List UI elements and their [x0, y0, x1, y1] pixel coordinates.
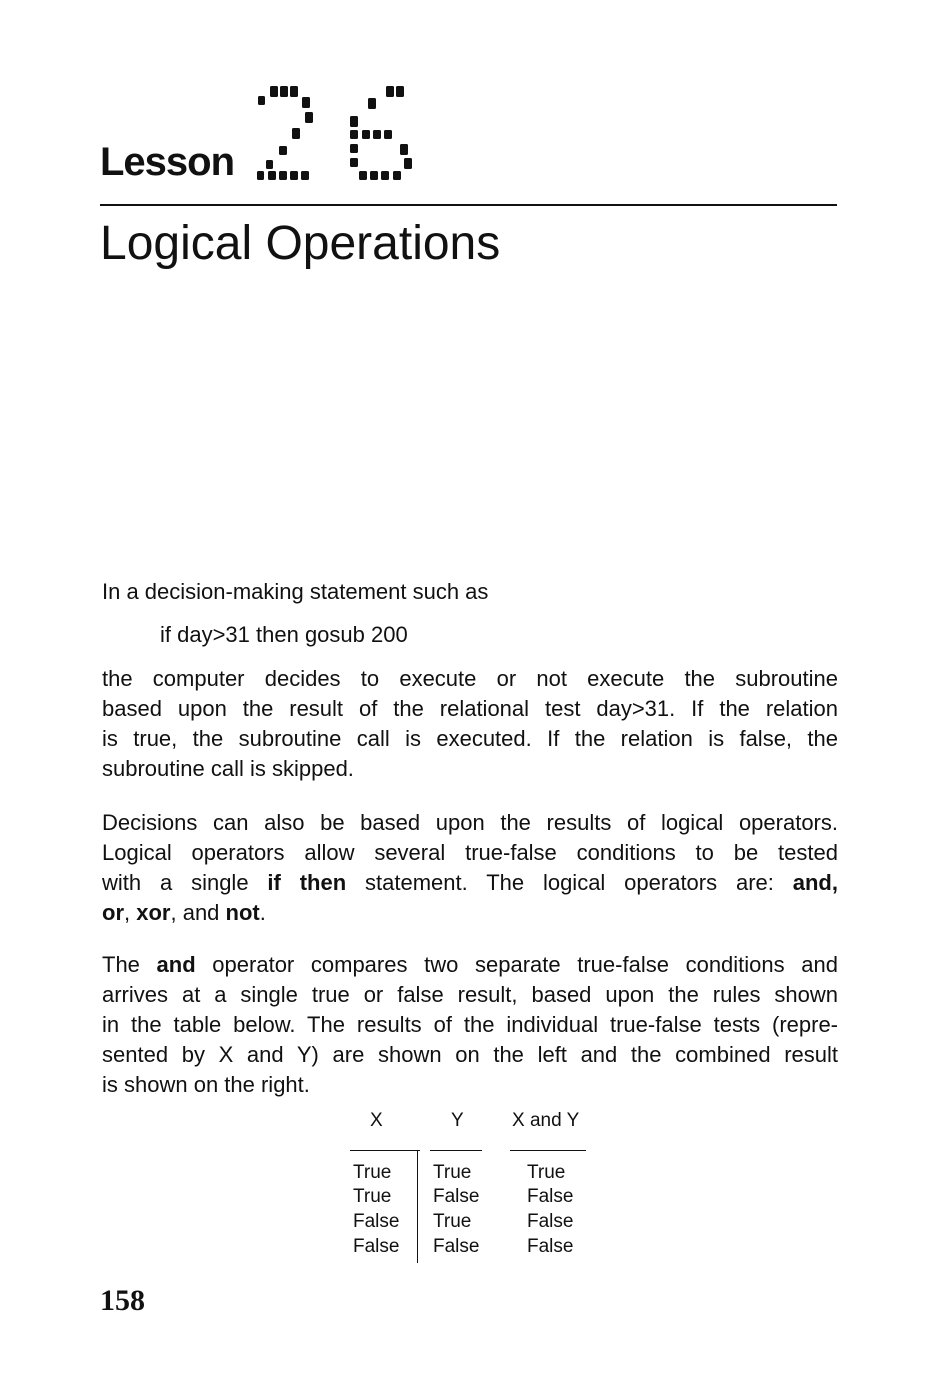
column-divider	[417, 1150, 418, 1263]
keyword-or: or	[102, 900, 124, 925]
paragraph-logical-operators	[102, 808, 838, 928]
header-underline	[350, 1150, 420, 1151]
paragraph-and-operator	[102, 950, 838, 1100]
digit-2-dots	[257, 86, 313, 180]
text-line: the computer decides to execute or not execute the subroutine	[102, 666, 838, 691]
table-cell: False	[353, 1236, 400, 1257]
text-line: is shown on the right.	[102, 1072, 310, 1097]
keyword-if-then: if then	[267, 870, 347, 895]
keyword-and: and	[156, 952, 196, 977]
keyword-and: and	[792, 870, 832, 895]
table-cell: True	[433, 1211, 472, 1232]
table-cell: False	[527, 1211, 574, 1232]
table-header-x-and-y: X and Y	[512, 1110, 580, 1131]
header-underline	[430, 1150, 482, 1151]
text-line: Decisions can also be based upon the results of logical operators.	[102, 810, 838, 835]
truth-table	[340, 1110, 600, 1270]
text-line: based upon the result of the relational test day>31. If the relation	[102, 696, 838, 721]
table-cell: True	[433, 1162, 472, 1183]
text-line: The and operator compares two separate true-false conditions and	[102, 952, 838, 977]
table-cell: False	[527, 1186, 574, 1207]
table-cell: False	[353, 1211, 400, 1232]
digit-6-dots	[350, 86, 412, 180]
text-line: with a single if then statement. The logical operators are: and,	[102, 870, 838, 895]
table-cell: False	[433, 1186, 480, 1207]
lesson-number-dot-matrix	[252, 78, 422, 193]
intro-paragraph: In a decision-making statement such as	[102, 579, 489, 604]
keyword-xor: xor	[136, 900, 171, 925]
page-number: 158	[100, 1284, 145, 1317]
text-line: arrives at a single true or false result, based upon the rules shown	[102, 982, 838, 1007]
text-line: sented by X and Y) are shown on the left and the combined result	[102, 1042, 838, 1067]
lesson-label: Lesson	[100, 140, 235, 184]
table-header-x: X	[370, 1110, 383, 1131]
table-cell: True	[353, 1162, 392, 1183]
code-example: if day>31 then gosub 200	[160, 622, 408, 647]
paragraph-relational-test	[102, 664, 838, 784]
page-title: Logical Operations	[100, 217, 501, 270]
header-underline	[510, 1150, 586, 1151]
table-cell: True	[527, 1162, 566, 1183]
text-line: is true, the subroutine call is executed. If the relation is false, the	[102, 726, 838, 751]
keyword-not: not	[225, 900, 260, 925]
text-line: in the table below. The results of the individual true-false tests (repre-	[102, 1012, 838, 1037]
table-header-y: Y	[451, 1110, 464, 1131]
table-cell: False	[433, 1236, 480, 1257]
table-cell: True	[353, 1186, 392, 1207]
text-line: subroutine call is skipped.	[102, 756, 354, 781]
text-line: or, xor, and not.	[102, 900, 266, 925]
dot-matrix-digits	[252, 78, 422, 188]
header-rule	[100, 204, 837, 206]
table-cell: False	[527, 1236, 574, 1257]
text-line: Logical operators allow several true-false conditions to be tested	[102, 840, 838, 865]
